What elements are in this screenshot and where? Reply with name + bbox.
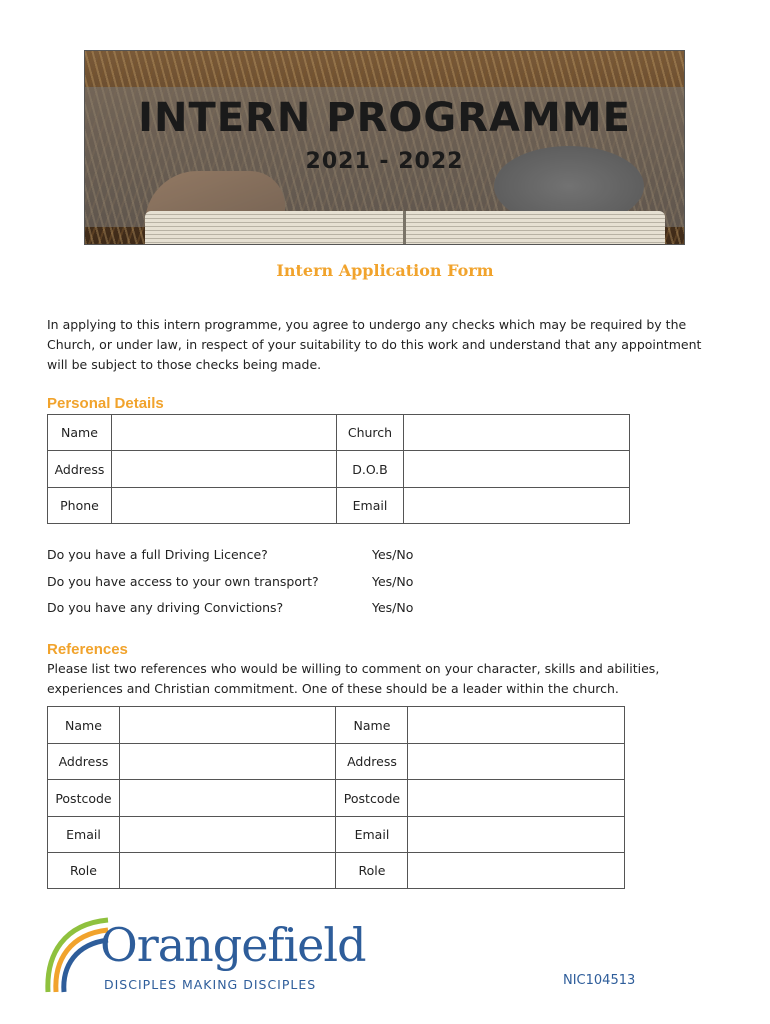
church-field[interactable] (404, 415, 630, 451)
table-row (48, 744, 625, 780)
logo-wordmark: Orangefield (100, 918, 366, 972)
field-label: Postcode (336, 780, 408, 817)
ref2-role-field[interactable] (408, 853, 625, 889)
field-label: Address (48, 744, 120, 780)
logo-tagline: DISCIPLES MAKING DISCIPLES (104, 977, 317, 992)
answer-own-transport[interactable]: Yes/No (372, 574, 414, 589)
dob-field[interactable] (404, 451, 630, 488)
ref1-address-field[interactable] (119, 744, 336, 780)
question-own-transport: Do you have access to your own transport? (47, 574, 319, 589)
field-label: Role (336, 853, 408, 889)
field-label: Church (336, 415, 404, 451)
question-driving-licence: Do you have a full Driving Licence? (47, 547, 268, 562)
phone-field[interactable] (111, 488, 336, 524)
field-label: Email (336, 817, 408, 853)
ref2-name-field[interactable] (408, 707, 625, 744)
email-field[interactable] (404, 488, 630, 524)
banner-title: INTERN PROGRAMME (138, 95, 631, 141)
banner-bible-image (145, 211, 665, 245)
ref1-role-field[interactable] (119, 853, 336, 889)
orangefield-logo (44, 914, 364, 994)
personal-details-table (47, 414, 630, 524)
field-label: Postcode (48, 780, 120, 817)
answer-driving-licence[interactable]: Yes/No (372, 547, 414, 562)
address-field[interactable] (111, 451, 336, 488)
banner-years: 2021 - 2022 (305, 149, 464, 174)
table-row (48, 817, 625, 853)
field-label: D.O.B (336, 451, 404, 488)
header-banner (84, 50, 685, 245)
answer-driving-convictions[interactable]: Yes/No (372, 600, 414, 615)
field-label: Phone (48, 488, 112, 524)
ref1-name-field[interactable] (119, 707, 336, 744)
table-row (48, 451, 630, 488)
ref1-postcode-field[interactable] (119, 780, 336, 817)
field-label: Email (336, 488, 404, 524)
field-label: Name (48, 707, 120, 744)
field-label: Email (48, 817, 120, 853)
question-driving-convictions: Do you have any driving Convictions? (47, 600, 284, 615)
field-label: Address (48, 451, 112, 488)
table-row (48, 780, 625, 817)
table-row (48, 707, 625, 744)
table-row (48, 415, 630, 451)
field-label: Role (48, 853, 120, 889)
references-table (47, 706, 625, 889)
references-heading: References (47, 641, 128, 658)
intro-paragraph: In applying to this intern programme, you agree to undergo any checks which may be required by the Church, or under law, in respect of your suitability to do this work and understand that any appointment will be subject to those checks being made. (47, 317, 702, 372)
field-label: Name (48, 415, 112, 451)
references-intro: Please list two references who would be willing to comment on your character, skills and abilities, experiences and Christian commitment. One of these should be a leader within the church. (47, 661, 660, 696)
name-field[interactable] (111, 415, 336, 451)
personal-details-heading: Personal Details (47, 395, 164, 412)
form-title: Intern Application Form (276, 261, 494, 280)
ref1-email-field[interactable] (119, 817, 336, 853)
ref2-postcode-field[interactable] (408, 780, 625, 817)
ref2-address-field[interactable] (408, 744, 625, 780)
ref2-email-field[interactable] (408, 817, 625, 853)
field-label: Name (336, 707, 408, 744)
table-row (48, 853, 625, 889)
table-row (48, 488, 630, 524)
field-label: Address (336, 744, 408, 780)
document-code: NIC104513 (563, 973, 636, 988)
